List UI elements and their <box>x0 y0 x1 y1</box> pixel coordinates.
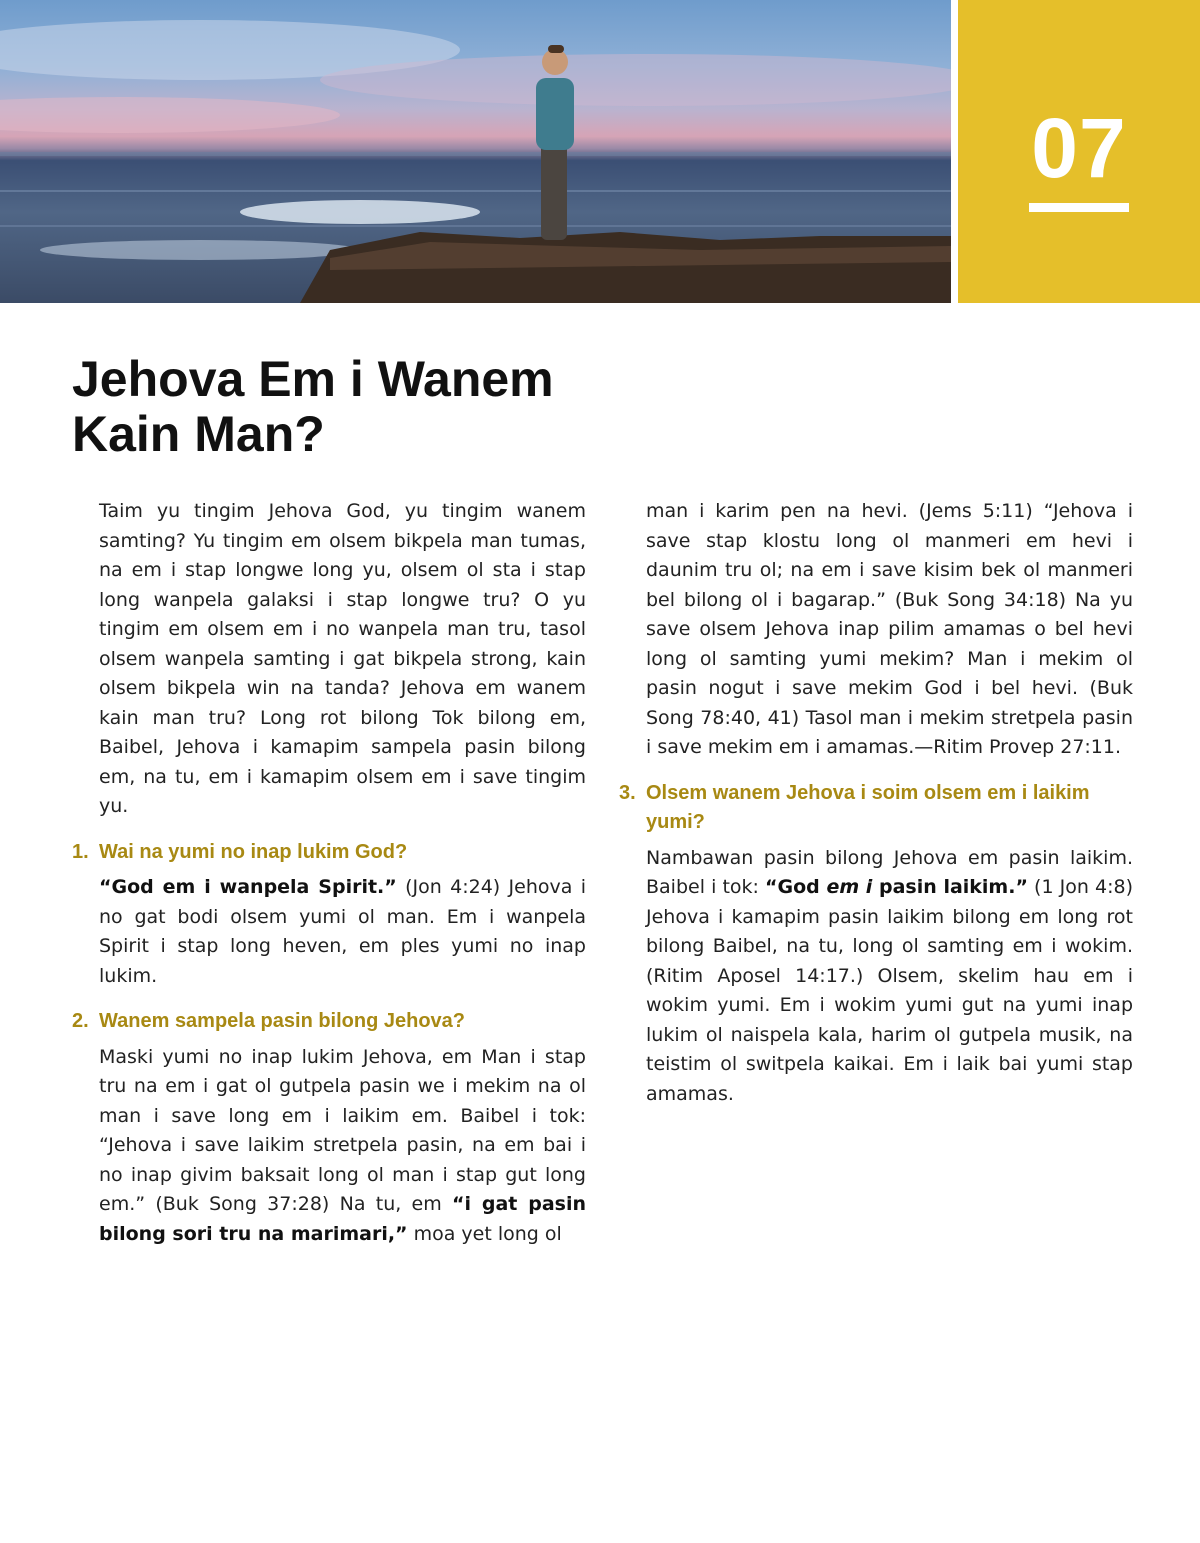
page-title-line2: Kain Man? <box>72 406 325 462</box>
section-3-paragraph <box>619 844 1133 1110</box>
section-2-number: 2. <box>72 1010 89 1032</box>
section-2-body-a: Maski yumi no inap lukim Jehova, em Man i stap tru na em i gat ol gutpela pasin we i mekim na ol man i save long em i laikim em. Baibel i tok: “Jehova i save laikim stretpela pasin, na em bai i no inap givim baksait long ol man i stap gut long em.” (Buk Song 37:28) Na tu, em <box>99 1045 586 1215</box>
section-2-paragraph-continued: man i karim pen na hevi. (Jems 5:11) “Jehova i save stap klostu long ol manmeri em hevi i daunim tru ol; na em i save kisim bek ol manmeri bel bilong ol i bagarap.” (Buk Song 34:18) Na yu save olsem Jehova inap pilim amamas o bel hevi long ol samting yumi mekim? Man i mekim ol pasin nogut i save mekim God i bel hevi. (Buk Song 78:40, 41) Tasol man i mekim stretpela pasin i save mekim em i amamas.—Ritim Provep 27:11. <box>646 500 1133 758</box>
section-3-bold-italic: em i <box>826 876 873 898</box>
section-1-number: 1. <box>72 840 89 863</box>
page-title-line1: Jehova Em i Wanem <box>72 351 554 407</box>
section-3-body-b: (1 Jon 4:8) Jehova i kamapim pasin laikim bilong em long rot bilong Baibel, na tu, long ol samting em i wokim. (Ritim Aposel 14:17.) Olsem, skelim hau em i wokim yumi. Em i wokim yumi gut na yumi inap lukim ol naispela kala, harim ol gutpela musik, na teistim ol switpela kaikai. Em i laik bai yumi stap amamas. <box>646 876 1134 1105</box>
section-1-heading-text: Wai na yumi no inap lukim God? <box>99 840 408 863</box>
section-3-body-a: Nambawan pasin bilong Jehova em pasin laikim. Baibel i tok: <box>646 846 1133 898</box>
section-2-paragraph-part1 <box>72 1043 586 1250</box>
section-2-body-b: moa yet long ol <box>407 1222 562 1245</box>
page-title <box>72 352 672 462</box>
section-2-heading-text: Wanem sampela pasin bilong Jehova? <box>99 1010 466 1032</box>
lesson-number: 07 <box>1031 101 1127 195</box>
section-1-heading <box>72 838 586 868</box>
section-3-bold-quote: “God em i pasin laikim.” <box>765 876 1028 898</box>
left-column <box>72 497 586 1249</box>
section-2-heading <box>72 1007 586 1037</box>
section-1-body: (Jon 4:24) Jehova i no gat bodi olsem yumi ol man. Em i wanpela Spirit i stap long heven, em ples yumi no inap lukim. <box>99 876 586 987</box>
right-column <box>619 497 1133 1109</box>
section-3-heading-text: Olsem wanem Jehova i soim olsem em i laikim yumi? <box>646 781 1090 833</box>
seaside-scene-illustration <box>0 0 951 303</box>
section-1-paragraph <box>72 873 586 991</box>
section-1-bold-quote: “God em i wanpela Spirit.” <box>99 876 397 898</box>
section-3-number: 3. <box>619 781 636 804</box>
section-2-bold-quote: “i gat pasin bilong sori tru na marimari,” <box>99 1193 587 1245</box>
section-3-heading <box>619 779 1133 838</box>
hero-photo <box>0 0 951 303</box>
lesson-number-box <box>958 0 1200 303</box>
lesson-number-underline <box>1029 203 1129 212</box>
intro-paragraph: Taim yu tingim Jehova God, yu tingim wanem samting? Yu tingim em olsem bikpela man tumas, na em i stap longwe long yu, olsem ol sta i stap long wanpela galaksi i stap longwe tru? O yu tingim em olsem em i no wanpela man tru, tasol olsem wanpela samting i gat bikpela strong, kain olsem bikpela win na tanda? Jehova em wanem kain man tru? Long rot bilong Tok bilong em, Baibel, Jehova i kamapim sampela pasin bilong em, na tu, em i kamapim olsem em i save tingim yu. <box>99 500 586 817</box>
